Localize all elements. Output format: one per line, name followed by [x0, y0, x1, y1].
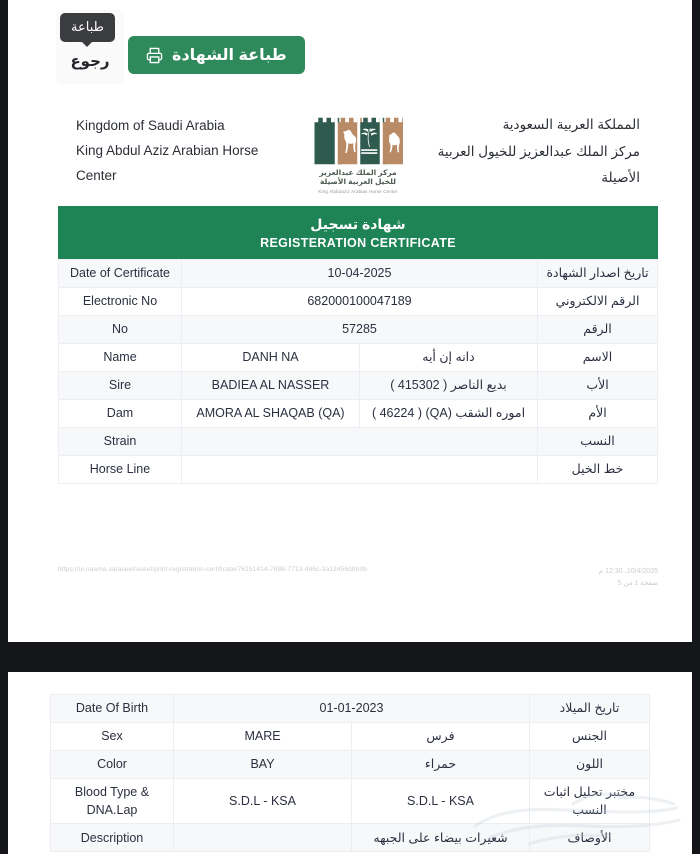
certificate-table-page-2: [50, 694, 650, 852]
row-label-arabic: خط الخيل: [538, 455, 658, 483]
certificate-card-page-2: [50, 694, 650, 852]
row-label-arabic: اللون: [530, 751, 650, 779]
row-label-arabic: الجنس: [530, 723, 650, 751]
table-row: [51, 751, 650, 779]
table-row: [59, 259, 658, 287]
row-label-arabic: الرقم الالكتروني: [538, 287, 658, 315]
print-footer-datetime: 10/4/2025، 12:30 م: [598, 568, 658, 575]
row-value-english: MARE: [174, 723, 352, 751]
row-label-english: Blood Type & DNA.Lap: [51, 779, 174, 824]
logo-mark-icon: [313, 110, 403, 166]
row-label-english: Date Of Birth: [51, 695, 174, 723]
print-footer-meta: [599, 566, 658, 590]
table-row: [59, 287, 658, 315]
print-tooltip-label: طباعة: [71, 19, 104, 34]
page-separator: [0, 642, 700, 672]
table-row: [59, 427, 658, 455]
certificate-header-english: [76, 114, 301, 189]
certificate-card: [58, 96, 658, 484]
row-value-english: DANH NA: [182, 343, 360, 371]
row-label-arabic: الأوصاف: [530, 824, 650, 852]
print-footer-url: https://ui.naama.sa/aseel/aseel/print-registration-certificate/76151414-7888-7713-486c-3a12456d8b0b: [58, 566, 367, 573]
header-en-line1: Kingdom of Saudi Arabia: [76, 118, 225, 134]
row-label-arabic: تاريخ اصدار الشهادة: [538, 259, 658, 287]
print-footer: [58, 566, 658, 590]
table-row: [59, 455, 658, 483]
row-label-english: Sex: [51, 723, 174, 751]
row-label-english: Description: [51, 824, 174, 852]
toolbar: [8, 0, 692, 92]
header-ar-line1: المملكة العربية السعودية: [502, 117, 640, 133]
row-label-english: Electronic No: [59, 287, 182, 315]
table-row: [51, 695, 650, 723]
print-footer-pagination: صفحة 1 من 5: [617, 579, 658, 587]
header-en-line2: King Abdul Aziz Arabian Horse Center: [76, 143, 259, 184]
row-label-english: Strain: [59, 427, 182, 455]
row-label-arabic: الأم: [538, 399, 658, 427]
back-button-label: رجوع: [70, 53, 110, 70]
row-value-english: [182, 455, 538, 483]
certificate-header-arabic: [415, 112, 640, 191]
logo-caption-ar-1: مركز الملك عبدالعزيز: [319, 168, 397, 177]
row-label-english: Horse Line: [59, 455, 182, 483]
printer-icon: [146, 47, 163, 64]
row-value-arabic: حمراء: [352, 751, 530, 779]
row-value-arabic: اموره الشقب (QA) ( 46224 ): [360, 399, 538, 427]
print-preview-page-1: [8, 0, 692, 642]
row-value-english: 682000100047189: [182, 287, 538, 315]
row-value-english: 57285: [182, 315, 538, 343]
row-label-arabic: النسب: [538, 427, 658, 455]
row-value-arabic: دانه إن أيه: [360, 343, 538, 371]
logo-caption-ar-2: للخيل العربية الأصيلة: [320, 177, 396, 187]
row-label-arabic: الرقم: [538, 315, 658, 343]
row-label-arabic: مختبر تحليل اثبات النسب: [530, 779, 650, 824]
print-certificate-button[interactable]: [128, 36, 305, 74]
logo-caption: [318, 168, 397, 194]
row-label-english: Sire: [59, 371, 182, 399]
row-value-english: AMORA AL SHAQAB (QA): [182, 399, 360, 427]
row-value-english: [182, 427, 538, 455]
print-preview-page-2: [8, 672, 692, 854]
row-value-english: 10-04-2025: [182, 259, 538, 287]
row-value-english: S.D.L - KSA: [174, 779, 352, 824]
table-row: [51, 824, 650, 852]
row-value-arabic: S.D.L - KSA: [352, 779, 530, 824]
row-label-english: Dam: [59, 399, 182, 427]
row-label-arabic: تاريخ الميلاد: [530, 695, 650, 723]
row-label-english: Date of Certificate: [59, 259, 182, 287]
table-row: [51, 779, 650, 824]
row-value-english: [174, 824, 352, 852]
row-label-english: Name: [59, 343, 182, 371]
row-label-arabic: الأب: [538, 371, 658, 399]
banner-title-english: REGISTERATION CERTIFICATE: [260, 235, 456, 250]
row-value-english: 01-01-2023: [174, 695, 530, 723]
table-row: [59, 343, 658, 371]
row-value-english: BADIEA AL NASSER: [182, 371, 360, 399]
row-value-arabic: شعيرات بيضاء على الجبهه: [352, 824, 530, 852]
table-row: [59, 371, 658, 399]
certificate-banner: [58, 206, 658, 259]
row-value-english: BAY: [174, 751, 352, 779]
horse-center-logo: [306, 110, 410, 194]
row-label-english: No: [59, 315, 182, 343]
table-row: [51, 723, 650, 751]
print-tooltip: [60, 13, 115, 42]
header-ar-line2: مركز الملك عبدالعزيز للخيول العربية الأصيلة: [437, 143, 640, 186]
table-row: [59, 399, 658, 427]
row-value-arabic: فرس: [352, 723, 530, 751]
certificate-table-page-1: [58, 259, 658, 484]
logo-caption-en: King Abdulaziz Arabian Horse Center: [318, 188, 398, 194]
row-label-arabic: الاسم: [538, 343, 658, 371]
row-label-english: Color: [51, 751, 174, 779]
certificate-header: [58, 96, 658, 206]
banner-title-arabic: شهادة تسجيل: [310, 215, 406, 232]
table-row: [59, 315, 658, 343]
print-certificate-button-label: طباعة الشهادة: [172, 47, 287, 64]
row-value-arabic: بديع الناصر ( 415302 ): [360, 371, 538, 399]
